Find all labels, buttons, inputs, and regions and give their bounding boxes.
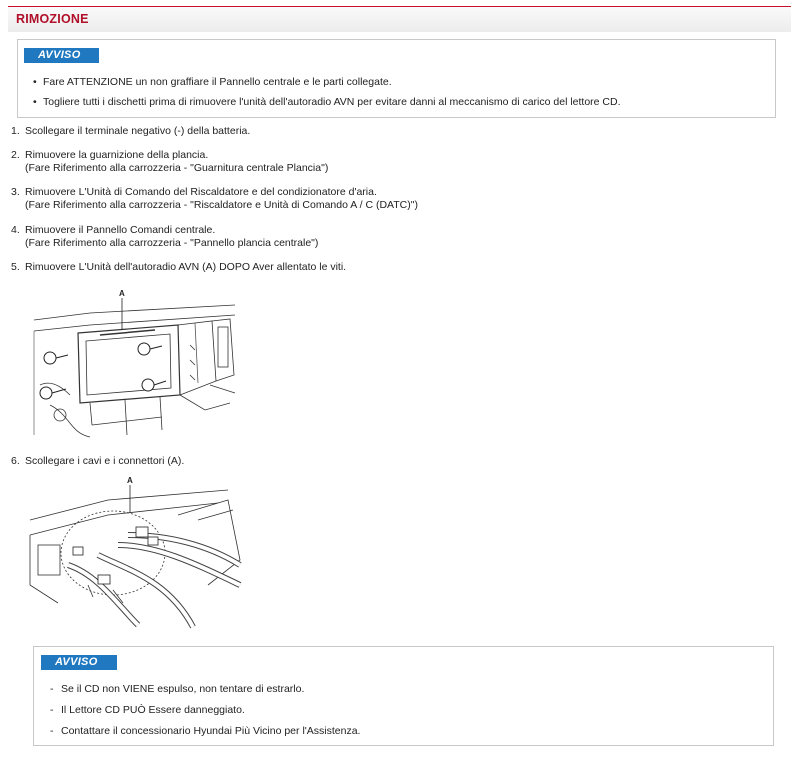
screw-icon: [138, 343, 162, 355]
figure-cables-connectors: [28, 475, 242, 635]
step-text: Rimuovere il Pannello Comandi centrale.: [25, 224, 216, 236]
notice-item: - Se il CD non VIENE espulso, non tentare di estrarlo.: [50, 683, 360, 695]
notice-item: • Fare ATTENZIONE un non graffiare il Pannello centrale e le parti collegate.: [33, 76, 621, 88]
step-reference: (Fare Riferimento alla carrozzeria - "Guarnitura centrale Plancia"): [25, 162, 329, 174]
notice-item: • Togliere tutti i dischetti prima di rimuovere l'unità dell'autoradio AVN per evitare danni al meccanismo di carico del lettore CD.: [33, 96, 621, 108]
notice-item: - Contattare il concessionario Hyundai Più Vicino per l'Assistenza.: [50, 725, 360, 737]
step-number: 1.: [11, 125, 20, 137]
notice-list-2: [50, 683, 360, 746]
section-title: RIMOZIONE: [16, 12, 89, 26]
step-text: Scollegare i cavi e i connettori (A).: [25, 455, 185, 467]
step-number: 5.: [11, 261, 20, 273]
notice-label-1: AVVISO: [24, 48, 99, 63]
step-number: 6.: [11, 455, 20, 467]
notice-box-1: [17, 39, 776, 118]
notice-box-2: [33, 646, 774, 746]
callout-label: A: [127, 476, 133, 485]
figure-avn-unit-removal: [30, 285, 238, 440]
notice-label-2: AVVISO: [41, 655, 117, 670]
screw-icon: [44, 352, 68, 364]
step-reference: (Fare Riferimento alla carrozzeria - "Riscaldatore e Unità di Comando A / C (DATC)"): [25, 199, 418, 211]
step-text: Rimuovere L'Unità dell'autoradio AVN (A) DOPO Aver allentato le viti.: [25, 261, 347, 273]
step-text: Rimuovere L'Unità di Comando del Riscaldatore e del condizionatore d'aria.: [25, 186, 377, 198]
step-number: 2.: [11, 149, 20, 161]
step-number: 3.: [11, 186, 20, 198]
screw-icon: [40, 387, 66, 399]
notice-list-1: [33, 76, 621, 116]
step-reference: (Fare Riferimento alla carrozzeria - "Pannello plancia centrale"): [25, 237, 319, 249]
step-text: Rimuovere la guarnizione della plancia.: [25, 149, 209, 161]
notice-item: - Il Lettore CD PUÒ Essere danneggiato.: [50, 704, 360, 716]
step-text: Scollegare il terminale negativo (-) della batteria.: [25, 125, 251, 137]
callout-label: A: [119, 289, 125, 298]
step-number: 4.: [11, 224, 20, 236]
section-header: [8, 6, 791, 32]
